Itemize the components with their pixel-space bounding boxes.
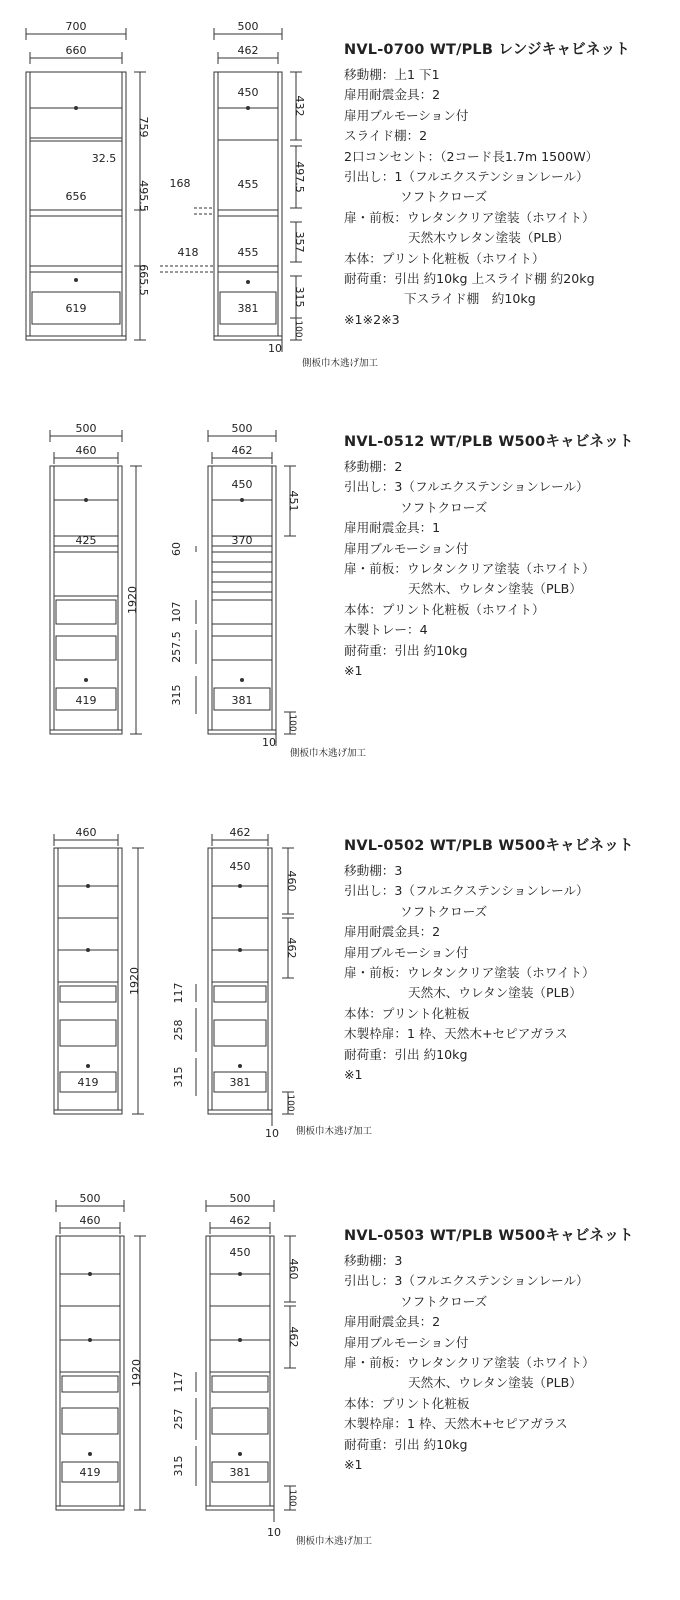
spec-line: 移動棚：上1 下1 [344,67,440,82]
spec-line: 引出し：1（フルエクステンションレール） [344,169,589,185]
spec-line: 扉用耐震金具：2 [344,924,441,940]
side-height: 107 [170,601,183,623]
spec-line: スライド棚：2 [344,128,428,144]
side-height: 315 [170,684,183,706]
spec-line: 扉用ブルモーション付 [344,1334,469,1350]
spec-line: 扉用耐震金具：2 [344,87,441,103]
side-base: 10 [265,1127,279,1140]
side-inner-width: 462 [237,44,259,57]
front-dim: 619 [65,302,87,315]
spec-lines [344,65,674,330]
side-dim: 381 [231,694,253,707]
front-outer-width: 500 [79,1192,101,1205]
front-dim: 419 [75,694,97,707]
side-dim: 450 [237,86,259,99]
side-inner-width: 462 [231,444,253,457]
spec-block [344,1224,674,1475]
front-dim: 419 [77,1076,99,1089]
front-height: 759 [137,116,150,138]
side-base: 10 [268,342,282,355]
spec-line: 木製枠扉：1 枠、天然木+セピアガラス [344,1026,568,1042]
note-label: 側板巾木逃げ加工 [296,1536,373,1547]
spec-line: ソフトクローズ [400,1293,488,1309]
side-height: 257.5 [170,631,183,663]
spec-line: ※1 [344,1067,363,1083]
side-dim: 381 [229,1466,251,1479]
product-title: NVL-0502 WT/PLB W500キャビネット [344,838,634,854]
side-height: 460 [285,870,298,892]
spec-line: 木製トレー：4 [344,622,428,638]
spec-lines [344,457,674,681]
spec-lines [344,1251,674,1475]
product-title: NVL-0700 WT/PLB レンジキャビネット [344,42,630,58]
spec-line: 耐荷重：引出 約10kg 上スライド棚 約20kg [344,271,595,287]
front-height: 495.5 [137,180,150,212]
spec-line: 本体：プリント化粧板 [344,1395,470,1411]
spec-line: 扉・前板：ウレタンクリア塗装（ホワイト） [344,1355,595,1371]
spec-line: ソフトクローズ [400,189,488,205]
spec-line: 木製枠扉：1 枠、天然木+セピアガラス [344,1416,568,1432]
front-dim: 419 [79,1466,101,1479]
spec-line: 引出し：3（フルエクステンションレール） [344,1273,589,1289]
product-title: NVL-0503 WT/PLB W500キャビネット [344,1228,634,1244]
side-height: 315 [293,286,306,308]
product-title: NVL-0512 WT/PLB W500キャビネット [344,434,634,450]
spec-line: 天然木、ウレタン塗装（PLB） [408,581,582,597]
side-height: 497.5 [293,161,306,193]
side-dim: 370 [231,534,253,547]
side-height: 357 [293,231,306,253]
note-label: 側板巾木逃げ加工 [302,358,379,369]
spec-line: 扉用耐震金具：2 [344,1314,441,1330]
side-dim: 450 [231,478,253,491]
spec-line: 扉用耐震金具：1 [344,520,441,536]
section-nvl-0512 [0,400,680,800]
spec-line: 引出し：3（フルエクステンションレール） [344,883,589,899]
side-dim: 450 [229,1246,251,1259]
front-outer-width: 500 [75,422,97,435]
spec-line: 耐荷重：引出 約10kg [344,1436,468,1452]
side-height: 258 [172,1019,185,1041]
front-inner-width: 660 [65,44,87,57]
spec-line: 本体：プリント化粧板（ホワイト） [344,250,545,266]
section-nvl-0503 [0,1180,680,1580]
front-dim: 425 [75,534,97,547]
spec-line: 下スライド棚 約10kg [404,291,536,307]
side-height: 100 [287,1489,297,1507]
side-dim: 168 [169,177,191,190]
spec-line: 扉・前板：ウレタンクリア塗装（ホワイト） [344,209,595,225]
side-dim: 418 [177,246,199,259]
note-label: 側板巾木逃げ加工 [296,1126,373,1137]
front-height: 665.5 [137,264,150,296]
side-height: 315 [172,1066,185,1088]
spec-line: 扉用ブルモーション付 [344,540,469,556]
side-height: 100 [285,1094,295,1112]
side-height: 460 [287,1258,300,1280]
side-dim: 455 [237,178,259,191]
spec-line: 耐荷重：引出 約10kg [344,1046,468,1062]
spec-line: 扉・前板：ウレタンクリア塗装（ホワイト） [344,965,595,981]
front-dim: 656 [65,190,87,203]
spec-block [344,834,674,1085]
note-label: 側板巾木逃げ加工 [290,748,367,759]
side-outer-width: 500 [229,1192,251,1205]
front-dim: 32.5 [91,152,117,165]
spec-line: 天然木、ウレタン塗装（PLB） [408,1375,582,1391]
spec-block [344,38,674,330]
front-inner-width: 460 [75,444,97,457]
front-inner-width: 460 [79,1214,101,1227]
side-dim: 381 [229,1076,251,1089]
section-nvl-0502 [0,800,680,1200]
side-height: 117 [172,982,185,1004]
spec-line: 引出し：3（フルエクステンションレール） [344,479,589,495]
spec-line: 天然木、ウレタン塗装（PLB） [408,985,582,1001]
side-height: 100 [293,320,303,338]
side-height: 451 [287,490,300,512]
spec-line: 移動棚：3 [344,863,403,878]
side-height: 257 [172,1408,185,1430]
spec-line: 本体：プリント化粧板（ホワイト） [344,601,545,617]
side-base: 10 [262,736,276,749]
front-outer-width: 700 [65,20,87,33]
side-outer-width: 500 [231,422,253,435]
front-inner-width: 460 [75,826,97,839]
front-height: 1920 [126,586,139,614]
front-height: 1920 [128,967,141,995]
spec-line: 移動棚：2 [344,459,403,474]
spec-line: 扉用ブルモーション付 [344,944,469,960]
front-height: 1920 [130,1359,143,1387]
side-dim: 450 [229,860,251,873]
side-dim: 455 [237,246,259,259]
spec-line: 2口コンセント：（2コード長1.7m 1500W） [344,148,599,164]
spec-line: ※1 [344,1457,363,1473]
spec-line: ソフトクローズ [400,499,488,515]
side-height: 117 [172,1371,185,1393]
spec-block [344,430,674,681]
spec-line: 扉用ブルモーション付 [344,107,469,123]
spec-line: ソフトクローズ [400,903,488,919]
spec-line: 本体：プリント化粧板 [344,1005,470,1021]
spec-line: 天然木ウレタン塗装（PLB） [408,230,570,246]
side-base: 10 [267,1526,281,1539]
spec-lines [344,861,674,1085]
side-inner-width: 462 [229,826,251,839]
side-inner-width: 462 [229,1214,251,1227]
spec-line: 耐荷重：引出 約10kg [344,642,468,658]
spec-line: 移動棚：3 [344,1253,403,1268]
spec-line: 扉・前板：ウレタンクリア塗装（ホワイト） [344,561,595,577]
side-height: 432 [293,95,306,117]
side-height: 462 [287,1326,300,1348]
side-dim: 381 [237,302,259,315]
section-nvl-0700 [0,0,680,400]
spec-line: ※1※2※3 [344,311,400,327]
side-outer-width: 500 [237,20,259,33]
side-height: 60 [170,542,183,556]
side-height: 315 [172,1455,185,1477]
spec-line: ※1 [344,663,363,679]
side-height: 100 [287,714,297,732]
side-height: 462 [285,937,298,959]
